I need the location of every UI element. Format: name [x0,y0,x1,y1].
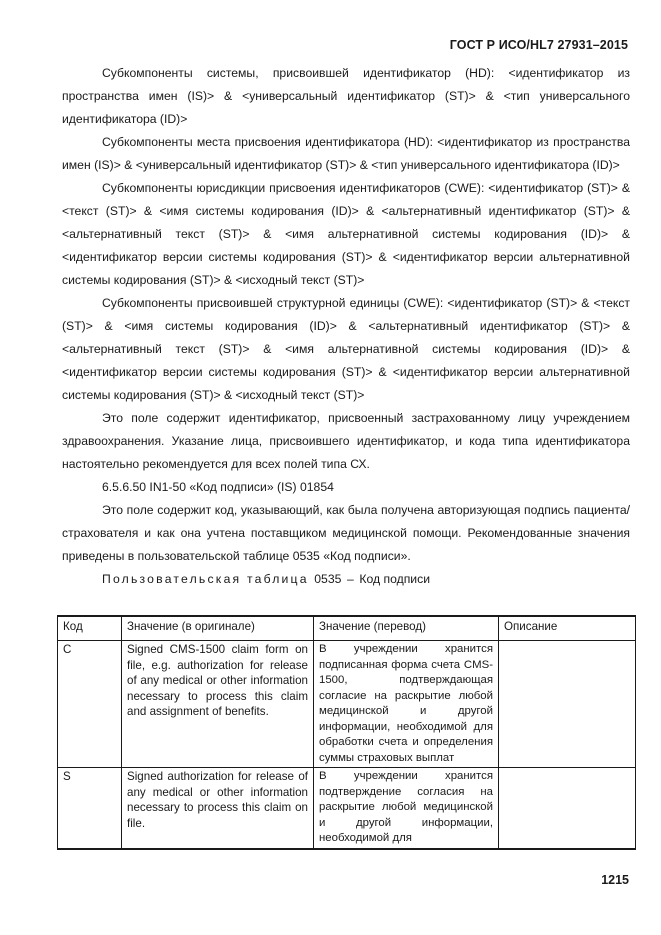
cell-description [499,768,636,849]
paragraph-cwe-unit: Субкомпоненты присвоившей структурной единицы (CWE): <идентификатор (ST)> & <текст (ST)> & <имя системы кодирования (ID)> & <альтернативный идентификатор (ST)> & <альтернативный текст (ST)> & <имя альтернативной системы кодирования (ID)> & <идентификатор версии системы кодирования (ST)> & <идентификатор версии альтернативной системы кодирования (ST)> & <исходный текст (ST)> [62,296,630,402]
paragraph-hd-system: Субкомпоненты системы, присвоившей идентификатор (HD): <идентификатор из пространства имен (IS)> & <универсальный идентификатор (ST)> & <тип универсального идентификатора (ID)> [62,66,630,126]
cell-original: Signed authorization for release of any medical or other information necessary to process this claim on file. [122,768,314,849]
cell-description [499,641,636,768]
paragraph-hd-place: Субкомпоненты места присвоения идентификатора (HD): <идентификатор из пространства имен (IS)> & <универсальный идентификатор (ST)> & <тип универсального идентификатора (ID)> [62,135,630,172]
table-row [58,768,636,849]
paragraph-field-description: Это поле содержит идентификатор, присвоенный застрахованному лицу учреждением здравоохранения. Указание лица, присвоившего идентификатор, и кода типа идентификатора настоятельно рекомендуется для всех полей типа СХ. [62,411,630,471]
caption-dash: – [347,572,354,586]
document-header: ГОСТ Р ИСО/HL7 27931–2015 [449,38,628,52]
paragraph-cwe-jurisdiction: Субкомпоненты юрисдикции присвоения идентификаторов (CWE): <идентификатор (ST)> & <текст (ST)> & <имя системы кодирования (ID)> & <альтернативный идентификатор (ST)> & <альтернативный текст (ST)> & <имя альтернативной системы кодирования (ID)> & <идентификатор версии системы кодирования (ST)> & <идентификатор версии альтернативной системы кодирования (ST)> & <исходный текст (ST)> [62,181,630,287]
page-number: 1215 [601,873,629,887]
cell-code: S [58,768,122,849]
section-heading: 6.5.6.50 IN1-50 «Код подписи» (IS) 01854 [102,480,334,494]
cell-translation: В учреждении хранится подписанная форма счета CMS-1500, подтверждающая согласие на раскрытие любой медицинской и другой информации, необходимой для обработки счета и определения суммы страховых выплат [314,641,499,768]
caption-label: Пользовательская таблица [102,572,309,586]
table-row [58,641,636,768]
table-header-row [58,616,636,641]
cell-translation: В учреждении хранится подтверждение согласия на раскрытие любой медицинской и другой информации, необходимой для [314,768,499,849]
signature-code-table [57,615,636,850]
header-description: Описание [499,616,636,641]
cell-code: C [58,641,122,768]
caption-title: Код подписи [359,572,431,586]
table-caption [62,568,630,591]
header-code: Код [58,616,122,641]
header-original: Значение (в оригинале) [122,616,314,641]
header-translation: Значение (перевод) [314,616,499,641]
caption-number: 0535 [314,572,342,586]
paragraph-signature-code: Это поле содержит код, указывающий, как была получена авторизующая подпись пациента/страхователя и как она учтена поставщиком медицинской помощи. Рекомендованные значения приведены в пользовательской таблице 0535 «Код подписи». [62,503,630,563]
document-body [62,62,630,591]
cell-original: Signed CMS-1500 claim form on file, e.g. authorization for release of any medical or other information necessary to process this claim and assignment of benefits. [122,641,314,768]
